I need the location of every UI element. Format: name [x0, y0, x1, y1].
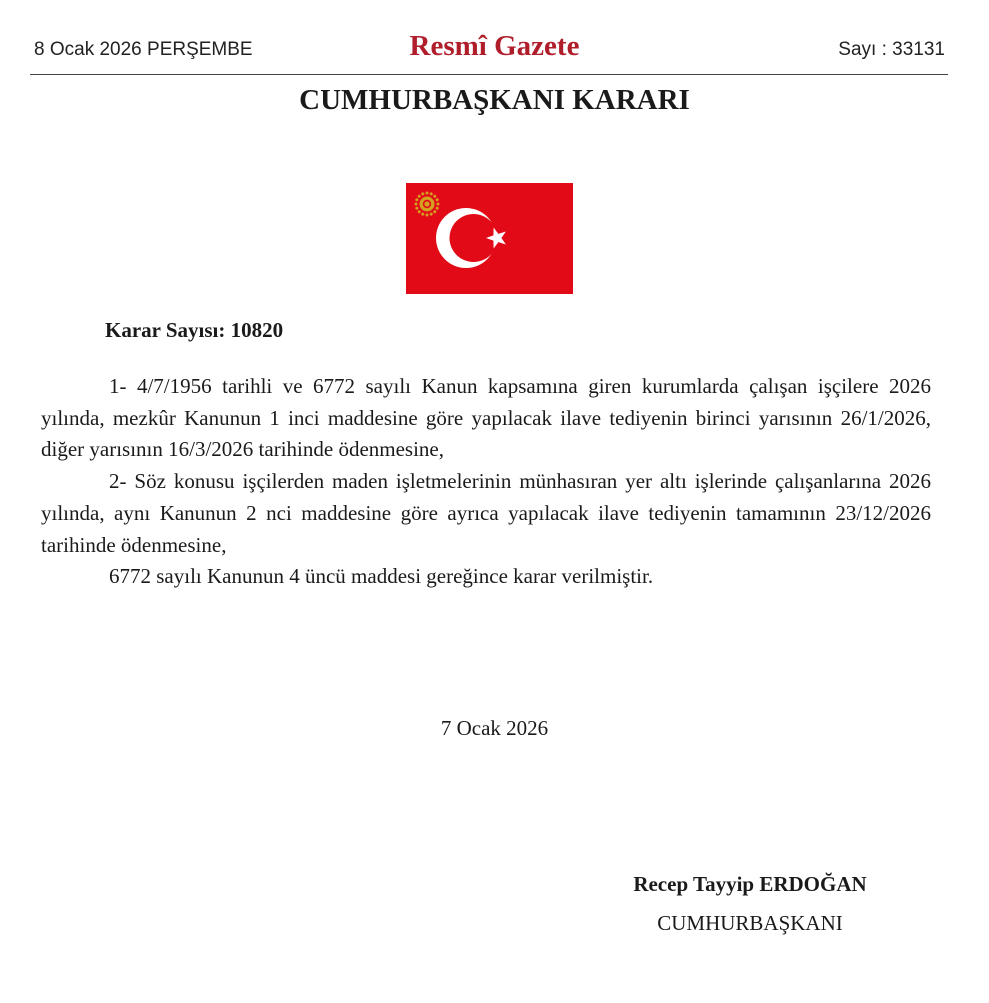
emblem-star-icon	[418, 210, 421, 213]
paragraph-3: 6772 sayılı Kanunun 4 üncü maddesi gereğince karar verilmiştir.	[109, 564, 654, 589]
signer-title: CUMHURBAŞKANI	[657, 911, 843, 935]
gazette-title: Resmî Gazete	[409, 30, 580, 62]
emblem-star-icon	[415, 198, 418, 201]
emblem-star-icon	[436, 207, 439, 210]
header-divider	[30, 74, 948, 75]
emblem-star-icon	[426, 192, 429, 195]
signer-name: Recep Tayyip ERDOĞAN	[633, 872, 867, 896]
header-date: 8 Ocak 2026 PERŞEMBE	[34, 39, 253, 60]
emblem-star-icon	[421, 192, 424, 195]
decision-number: Karar Sayısı: 10820	[105, 318, 284, 342]
emblem-star-icon	[433, 195, 436, 198]
decision-body	[41, 371, 931, 593]
presidential-flag-icon	[406, 183, 573, 294]
emblem-star-icon	[437, 203, 440, 206]
paragraph-2: 2- Söz konusu işçilerden maden işletmelerinin münhasıran yer altı işlerinde çalışanlarına 2026 yılında, aynı Kanunun 2 nci maddesine göre ayrıca yapılacak ilave tediyenin tamamının 23/12/2026 tarihinde ödenmesine,	[41, 469, 931, 557]
emblem-star-icon	[426, 214, 429, 217]
emblem-star-icon	[418, 195, 421, 198]
emblem-star-icon	[415, 203, 418, 206]
emblem-star-icon	[421, 213, 424, 216]
emblem-star-icon	[430, 213, 433, 216]
signature-date: 7 Ocak 2026	[440, 716, 549, 740]
paragraph-1: 1- 4/7/1956 tarihli ve 6772 sayılı Kanun kapsamına giren kurumlarda çalışan işçilere 2026 yılında, mezkûr Kanunun 1 inci maddesine göre yapılacak ilave tediyenin birinci yarısının 26/1/2026, diğer yarısının 16/3/2026 tarihinde ödenmesine,	[41, 374, 931, 462]
issue-number: Sayı : 33131	[838, 39, 945, 60]
emblem-star-icon	[433, 210, 436, 213]
emblem-star-icon	[415, 207, 418, 210]
emblem-star-icon	[436, 198, 439, 201]
emblem-star-icon	[430, 192, 433, 195]
page-title: CUMHURBAŞKANI KARARI	[299, 84, 690, 116]
